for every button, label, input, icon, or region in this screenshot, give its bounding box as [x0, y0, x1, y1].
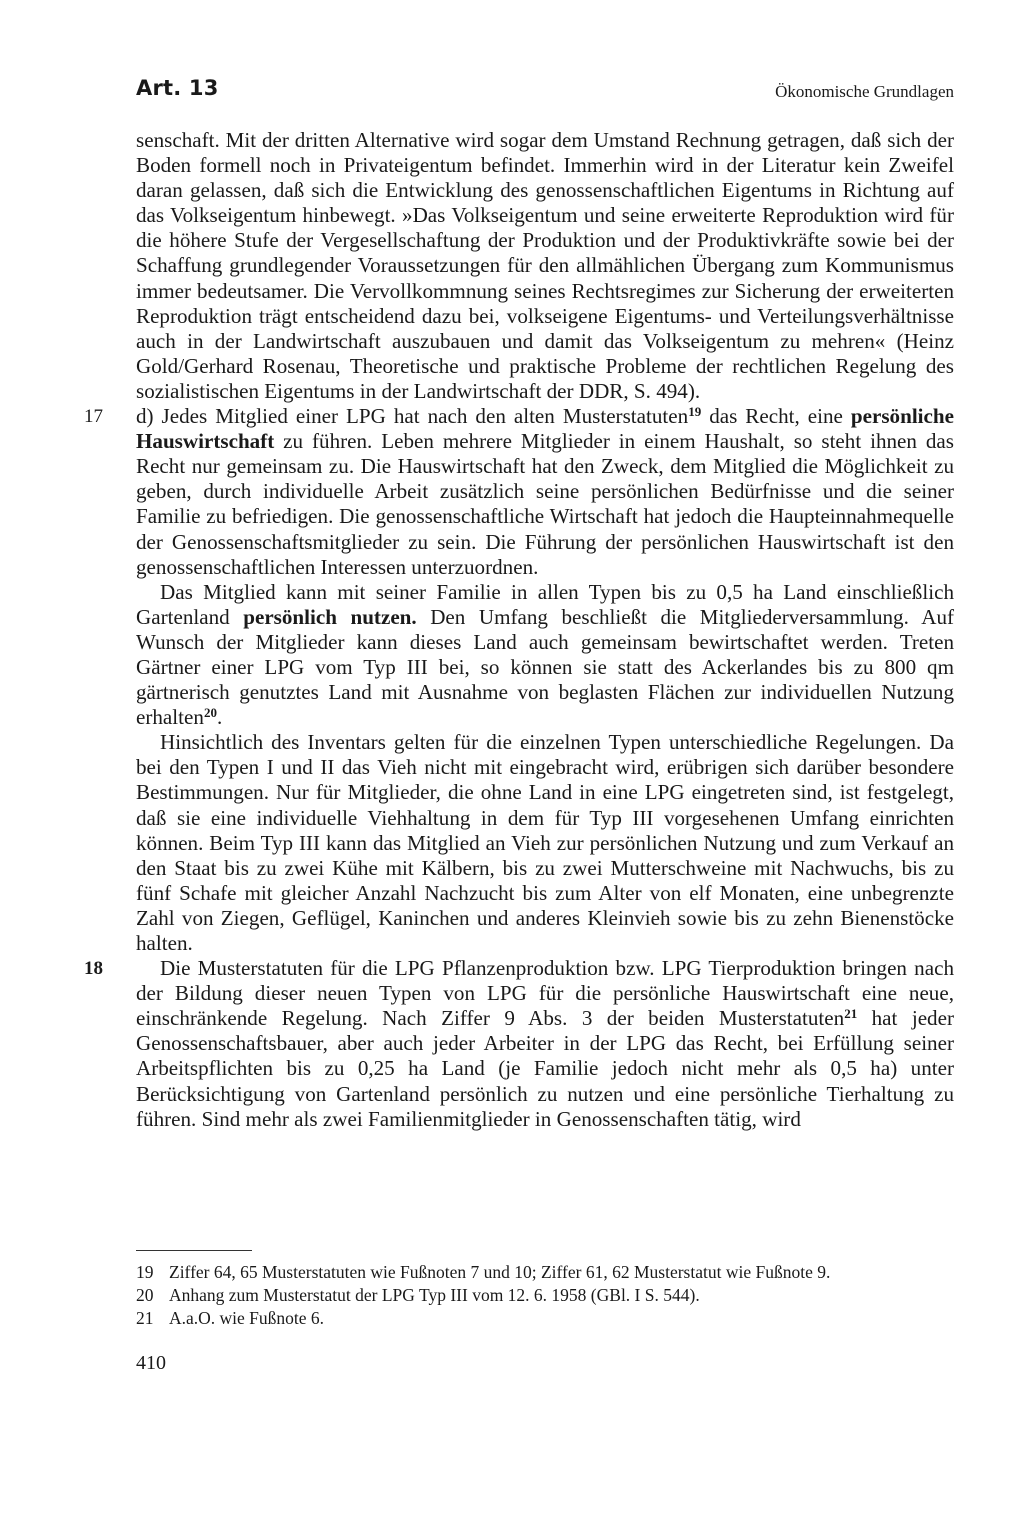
paragraph-continuation	[136, 128, 954, 404]
footnote-number: 20	[136, 1285, 154, 1305]
paragraph-text: Das Mitglied kann mit seiner Familie in allen Typen bis zu 0,5 ha Land einschließlich Gartenland persönlich nutzen. Den Umfang beschließt die Mitgliederversammlung. Auf Wunsch der Mitglieder kann dieses Land auch gemeinsam bewirtschaftet werden. Treten Gärtner einer LPG vom Typ III bei, so können sie statt des Ackerlandes bis zu 800 qm gärtnerisch genutztes Land mit Ausnahme von beglasten Flächen zur individuellen Nutzung erhalten$^{20}$.	[136, 579, 955, 730]
paragraph-text: senschaft. Mit der dritten Alternative wird sogar dem Umstand Rechnung getragen, daß sich der Boden formell noch in Privateigentum befindet. Immerhin wird in der Literatur kein Zweifel daran gelassen, daß sich die Entwicklung des genossenschaftlichen Eigentums in Richtung auf das Volkseigentum hinbewegt. »Das Volkseigentum und seine erweiterte Reproduktion wird für die höhere Stufe der Vergesellschaftung der Produktion und der Produktivkräfte sowie bei der Schaffung grundlegender Voraussetzungen für den allmählichen Übergang zum Kommunismus immer bedeutsamer. Die Vervollkommnung seines Rechtsregimes zur Sicherung der erweiterten Reproduktion trägt entscheidend dazu bei, volkseigene Eigentums- und Verteilungsverhältnisse auch in der Landwirtschaft auszubauen und damit das Volkseigentum zu mehren« (Heinz Gold/Gerhard Rosenau, Theoretische und praktische Probleme der rechtlichen Regelung des sozialistischen Eigentums in der Landwirtschaft der DDR, S. 494).	[136, 128, 954, 403]
footnote-text: A.a.O. wie Fußnote 6.	[169, 1308, 325, 1328]
section-running-head: Ökonomische Grundlagen	[775, 82, 954, 101]
footnote-number: 21	[136, 1308, 154, 1328]
paragraph-text: Hinsichtlich des Inventars gelten für die einzelnen Typen unterschiedliche Regelungen. Da bei den Typen I und II das Vieh nicht mit eingebracht wird, erübrigen sich darüber besondere Bestimmungen. Nur für Mitglieder, die ohne Land in eine LPG eingetreten sind, ist festgelegt, daß sie eine individuelle Viehhaltung in dem für Typ III vorgesehenen Umfang einrichten können. Beim Typ III kann das Mitglied an Vieh zur persönlichen Nutzung und zum Verkauf an den Staat bis zu zwei Kühe mit Kälbern, bis zu zwei Mutterschweine mit Nachwuchs, bis zu fünf Schafe mit gleicher Anzahl Nachzucht bis zum Alter von elf Monaten, eine unbegrenzte Zahl von Ziegen, Geflügel, Kaninchen und anderes Kleinvieh sowie bis zu zehn Bienenstöcke halten.	[136, 730, 954, 955]
marginal-number: 17	[84, 406, 103, 428]
paragraph-land-use	[136, 580, 954, 731]
paragraph-17	[84, 404, 954, 580]
footnote-20	[136, 1284, 954, 1307]
footnote-text: Ziffer 64, 65 Musterstatuten wie Fußnoten 7 und 10; Ziffer 61, 62 Musterstatut wie Fußnote 9.	[169, 1262, 831, 1282]
footnote-text: Anhang zum Musterstatut der LPG Typ III vom 12. 6. 1958 (GBl. I S. 544).	[169, 1285, 700, 1305]
footnote-19	[136, 1261, 954, 1284]
paragraph-18	[84, 956, 954, 1132]
footnote-21	[136, 1307, 954, 1330]
page-number: 410	[136, 1352, 166, 1374]
article-heading: Art. 13	[136, 76, 219, 100]
paragraph-text: Die Musterstatuten für die LPG Pflanzenproduktion bzw. LPG Tierproduktion bringen nach der Bildung dieser neuen Typen von LPG für die persönliche Hauswirtschaft eine neue, einschränkende Regelung. Nach Ziffer 9 Abs. 3 der beiden Musterstatuten$^{21}$ hat jeder Genossenschaftsbauer, aber auch jeder Arbeiter in der LPG das Recht, bei Erfüllung seiner Arbeitspflichten bis zu 0,25 ha Land (je Familie jedoch nicht mehr als 0,5 ha) unter Berücksichtigung von Gartenland persönlich zu nutzen und eine persönliche Tierhaltung zu führen. Sind mehr als zwei Familienmitglieder in Genossenschaften tätig, wird	[136, 956, 954, 1131]
body-text	[84, 128, 955, 1132]
paragraph-text: d) Jedes Mitglied einer LPG hat nach den alten Musterstatuten$^{19}$ das Recht, eine persönliche Hauswirtschaft zu führen. Leben mehrere Mitglieder in einem Haushalt, so steht ihnen das Recht nur gemeinsam zu. Die Hauswirtschaft hat den Zweck, dem Mitglied die Möglichkeit zu geben, durch individuelle Arbeit zusätzlich seine persönlichen Bedürfnisse und die seiner Familie zu befriedigen. Die genossenschaftliche Wirtschaft hat jedoch die Haupteinnahmequelle der Genossenschaftsmitglieder zu sein. Die Führung der persönlichen Hauswirtschaft ist den genossenschaftlichen Interessen unterzuordnen.	[136, 404, 954, 579]
marginal-number: 18	[84, 958, 103, 980]
paragraph-inventory	[136, 730, 954, 956]
footnote-divider	[136, 1250, 252, 1251]
footnote-number: 19	[136, 1262, 154, 1282]
footnotes	[136, 1261, 954, 1330]
